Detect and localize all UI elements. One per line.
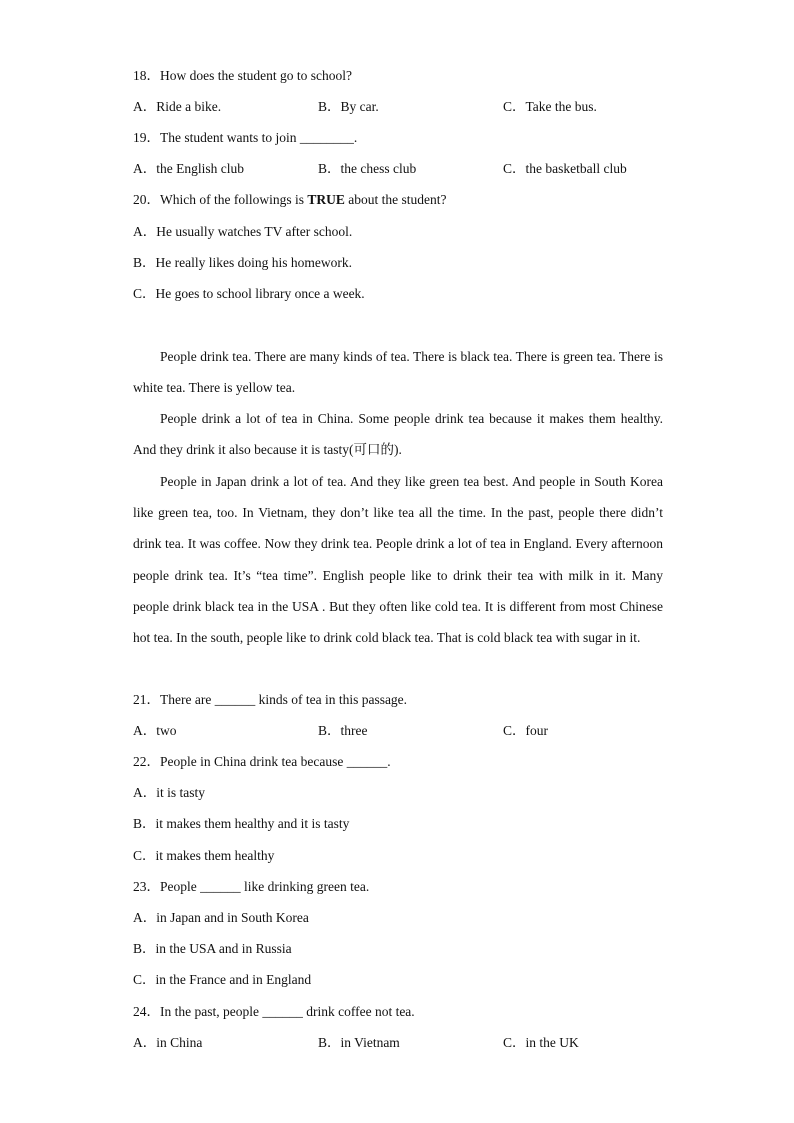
question-18-stem: 18．How does the student go to school? xyxy=(133,68,352,83)
question-20-option-a: A．He usually watches TV after school. xyxy=(133,224,353,239)
question-19-option-c: C．the basketball club xyxy=(503,161,627,176)
question-18-option-c: C．Take the bus. xyxy=(503,99,597,114)
question-20-stem-bold: TRUE xyxy=(307,192,345,207)
question-21-option-a: A．two xyxy=(133,723,177,738)
question-20-stem-post: about the student? xyxy=(344,192,447,207)
question-20-stem-pre: 20．Which of the followings is xyxy=(133,192,308,207)
question-24-option-a: A．in China xyxy=(133,1035,203,1050)
question-23-option-c: C．in the France and in England xyxy=(133,972,312,987)
question-23-option-b: B．in the USA and in Russia xyxy=(133,941,292,956)
question-21-option-b: B．three xyxy=(318,723,368,738)
question-21-stem: 21．There are ______ kinds of tea in this passage. xyxy=(133,692,408,707)
question-18-option-b: B．By car. xyxy=(318,99,379,114)
question-22-option-c: C．it makes them healthy xyxy=(133,848,275,863)
passage-paragraph-1: People drink tea. There are many kinds of tea. There is black tea. There is green tea. There is white tea. There is yellow tea. xyxy=(133,349,663,396)
question-20-option-b: B．He really likes doing his homework. xyxy=(133,255,352,270)
passage-paragraph-3: People in Japan drink a lot of tea. And they like green tea best. And people in South Korea like green tea, too. In Vietnam, they don’t like tea all the time. In the past, people there didn’t drink tea. It was coffee. Now they drink tea. People drink a lot of tea in England. Every afternoon people drink tea. It’s “tea time”. English people like to drink their tea with milk in it. Many people drink black tea in the USA . But they often like cold tea. It is different from most Chinese hot tea. In the south, people like to drink cold black tea. That is cold black tea with sugar in it. xyxy=(133,474,663,646)
question-23-stem: 23．People ______ like drinking green tea. xyxy=(133,879,370,894)
question-20-option-c: C．He goes to school library once a week. xyxy=(133,286,365,301)
question-22-option-b: B．it makes them healthy and it is tasty xyxy=(133,816,350,831)
question-22-option-a: A．it is tasty xyxy=(133,785,206,800)
question-20-stem xyxy=(133,192,446,208)
question-18-option-a: A．Ride a bike. xyxy=(133,99,222,114)
question-24-option-c: C．in the UK xyxy=(503,1035,579,1050)
question-19-stem: 19．The student wants to join ________. xyxy=(133,130,358,145)
question-24-stem: 24．In the past, people ______ drink coffee not tea. xyxy=(133,1004,415,1019)
question-19-option-b: B．the chess club xyxy=(318,161,417,176)
question-22-stem: 22．People in China drink tea because ______. xyxy=(133,754,391,769)
question-21-option-c: C．four xyxy=(503,723,548,738)
question-19-option-a: A．the English club xyxy=(133,161,244,176)
question-23-option-a: A．in Japan and in South Korea xyxy=(133,910,309,925)
question-24-option-b: B．in Vietnam xyxy=(318,1035,400,1050)
passage-paragraph-2: People drink a lot of tea in China. Some people drink tea because it makes them healthy. And they drink it also because it is tasty(可口的). xyxy=(133,411,663,458)
